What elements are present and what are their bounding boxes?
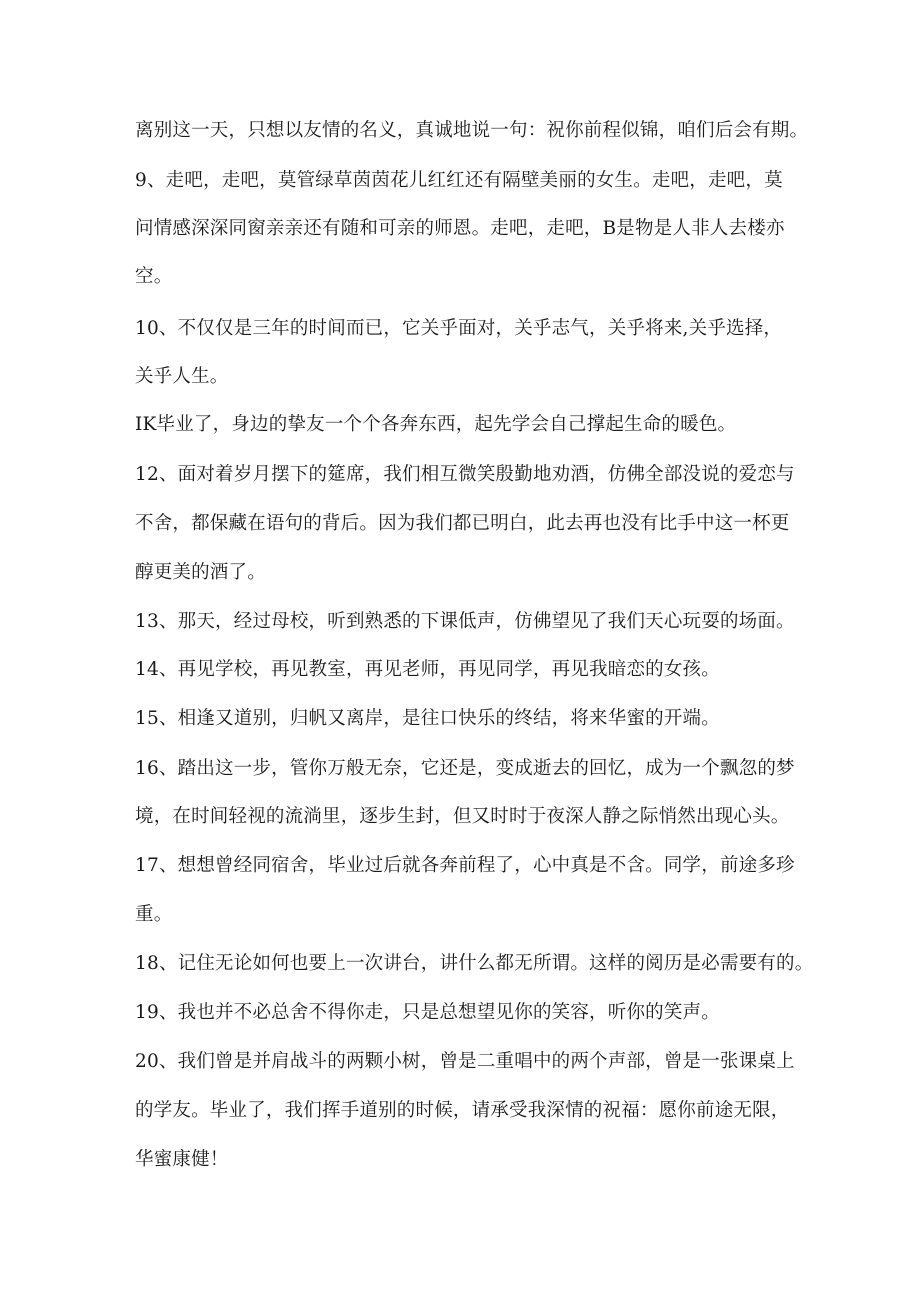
- text-line: 10、不仅仅是三年的时间而已，它关乎面对，关乎志气，关乎将来,关乎选择，: [135, 318, 783, 339]
- text-line: 离别这一天，只想以友情的名义，真诚地说一句：祝你前程似锦，咱们后会有期。: [135, 120, 809, 141]
- text-line: 境，在时间轻视的流淌里，逐步生封，但又时时于夜深人静之际悄然出现心头。: [135, 806, 790, 827]
- text-line: IK毕业了，身边的挚友一个个各奔东西，起先学会自己撑起生命的暖色。: [135, 414, 737, 435]
- text-line: 14、再见学校，再见教室，再见老师，再见同学，再见我暗恋的女孩。: [135, 659, 720, 680]
- text-line: 的学友。毕业了，我们挥手道别的时候，请承受我深情的祝福：愿你前途无限，: [135, 1100, 790, 1121]
- text-line: 17、想想曾经同宿舍，毕业过后就各奔前程了，心中真是不含。同学，前途多珍: [135, 855, 795, 876]
- text-line: 18、记住无论如何也要上一次讲台，讲什么都无所谓。这样的阅历是必需要有的。: [135, 953, 814, 974]
- text-line: 13、那天，经过母校，听到熟悉的下课低声，仿佛望见了我们天心玩耍的场面。: [135, 611, 795, 632]
- text-line: 12、面对着岁月摆下的筵席，我们相互微笑殷勤地劝酒，仿佛全部没说的爱恋与: [135, 464, 795, 485]
- text-line: 醇更美的酒了。: [135, 562, 266, 583]
- text-line: 重。: [135, 904, 173, 925]
- text-line: 19、我也并不必总舍不得你走，只是总想望见你的笑容，听你的笑声。: [135, 1002, 720, 1023]
- text-line: 9、走吧，走吧，莫管绿草茵茵花儿红红还有隔壁美丽的女生。走吧，走吧，莫: [135, 170, 783, 191]
- text-line: 20、我们曾是并肩战斗的两颗小树，曾是二重唱中的两个声部，曾是一张课桌上: [135, 1051, 795, 1072]
- text-line: 华蜜康健！: [135, 1149, 229, 1170]
- text-line: 关乎人生。: [135, 366, 229, 387]
- text-line: 空。: [135, 266, 173, 287]
- text-line: 不舍，都保藏在语句的背后。因为我们都已明白，此去再也没有比手中这一杯更: [135, 513, 790, 534]
- text-line: 15、相逢又道别，归帆又离岸，是往口快乐的终结，将来华蜜的开端。: [135, 708, 720, 729]
- text-line: 问情感深深同窗亲亲还有随和可亲的师恩。走吧，走吧，B是物是人非人去楼亦: [135, 218, 785, 239]
- text-line: 16、踏出这一步，管你万般无奈，它还是，变成逝去的回忆，成为一个飘忽的梦: [135, 758, 795, 779]
